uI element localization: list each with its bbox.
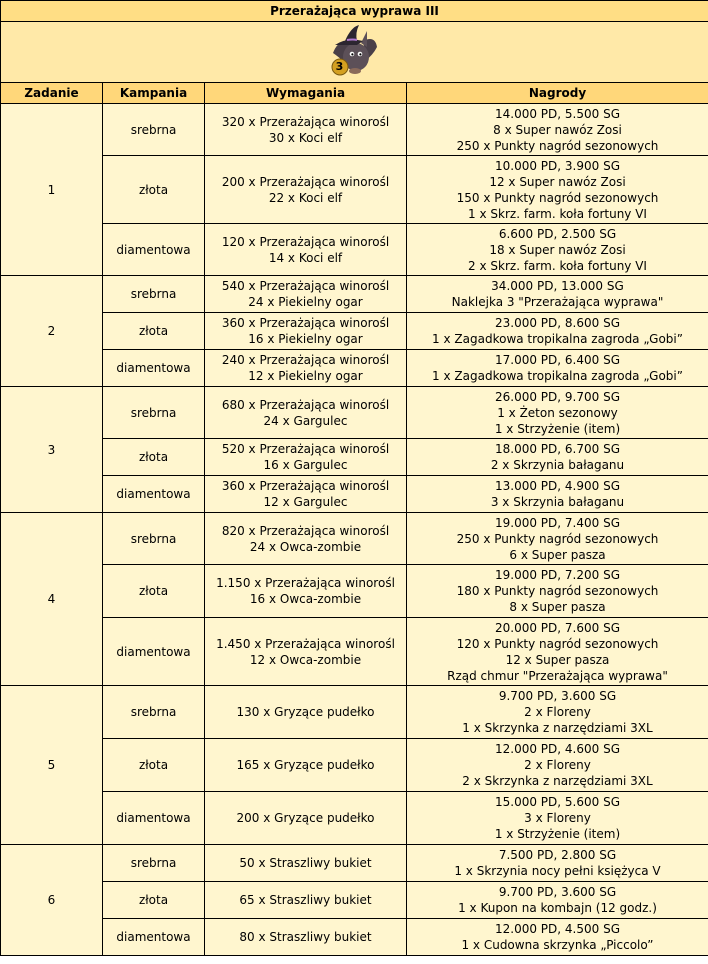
campaign-cell: złota — [103, 313, 205, 350]
reward-line: 12.000 PD, 4.500 SG — [495, 922, 620, 936]
requirement-line: 1.450 x Przerażająca winorośl — [216, 636, 395, 651]
rewards-cell — [407, 104, 708, 156]
requirement-line: 200 x Gryzące pudełko — [236, 811, 375, 825]
requirement-line: 24 x Owca-zombie — [249, 539, 362, 554]
campaign-cell: srebrna — [103, 104, 205, 156]
rewards-cell — [407, 313, 708, 350]
campaign-cell: złota — [103, 439, 205, 476]
rewards-cell — [407, 387, 708, 439]
reward-line: 1 x Zagadkowa tropikalna zagroda „Gobi” — [432, 332, 683, 346]
badge-number: 3 — [335, 60, 344, 73]
requirements-cell — [205, 104, 407, 156]
campaign-cell: diamentowa — [103, 919, 205, 956]
reward-line: 3 x Floreny — [524, 811, 591, 825]
campaign-cell: złota — [103, 882, 205, 919]
reward-line: 19.000 PD, 7.200 SG — [495, 568, 620, 582]
requirement-line: 16 x Gargulec — [263, 458, 348, 472]
reward-line: 2 x Skrzynia bałaganu — [490, 458, 625, 472]
rewards-cell — [407, 156, 708, 224]
requirement-line: 360 x Przerażająca winorośl — [221, 316, 390, 330]
reward-line: 2 x Skrzynka z narzędziami 3XL — [462, 774, 653, 788]
requirements-cell — [205, 350, 407, 387]
requirement-line: 50 x Straszliwy bukiet — [239, 856, 372, 870]
rewards-cell — [407, 686, 708, 739]
requirements-cell — [205, 919, 407, 956]
requirements-cell — [205, 387, 407, 439]
reward-line: 1 x Skrzynia nocy pełni księżyca V — [454, 864, 661, 878]
reward-line: Naklejka 3 "Przerażająca wyprawa" — [451, 295, 664, 309]
table-row — [1, 686, 708, 739]
table-row — [1, 224, 708, 276]
requirement-line: 320 x Przerażająca winorośl — [221, 114, 390, 129]
task-number: 2 — [1, 276, 103, 387]
requirement-line: 24 x Gargulec — [263, 413, 348, 428]
reward-line: 120 x Punkty nagród sezonowych — [456, 636, 659, 651]
campaign-cell: diamentowa — [103, 476, 205, 513]
task-number: 4 — [1, 513, 103, 686]
campaign-cell: złota — [103, 565, 205, 618]
reward-line: 2 x Floreny — [524, 705, 591, 719]
requirement-line: 30 x Koci elf — [268, 130, 343, 145]
col-header-task: Zadanie — [1, 83, 103, 104]
requirements-cell — [205, 513, 407, 565]
requirements-cell — [205, 565, 407, 618]
reward-line: 1 x Cudowna skrzynka „Piccolo” — [461, 938, 654, 952]
rewards-cell — [407, 739, 708, 792]
requirements-cell — [205, 792, 407, 845]
requirement-line: 12 x Owca-zombie — [249, 652, 362, 667]
rewards-cell — [407, 513, 708, 565]
campaign-cell: srebrna — [103, 387, 205, 439]
table-row — [1, 882, 708, 919]
col-header-rewards: Nagrody — [407, 83, 708, 104]
campaign-cell: złota — [103, 156, 205, 224]
table-body — [1, 104, 708, 956]
table-row — [1, 513, 708, 565]
table-row — [1, 565, 708, 618]
campaign-cell: srebrna — [103, 686, 205, 739]
reward-line: 3 x Skrzynia bałaganu — [490, 495, 625, 509]
requirement-line: 200 x Przerażająca winorośl — [221, 174, 390, 189]
requirements-cell — [205, 686, 407, 739]
requirement-line: 16 x Owca-zombie — [249, 592, 362, 606]
table-row — [1, 104, 708, 156]
requirements-cell — [205, 313, 407, 350]
reward-line: 250 x Punkty nagród sezonowych — [456, 138, 659, 153]
reward-line: 20.000 PD, 7.600 SG — [495, 620, 620, 635]
requirements-cell — [205, 224, 407, 276]
requirements-cell — [205, 618, 407, 686]
col-header-requirements: Wymagania — [205, 83, 407, 104]
col-header-campaign: Kampania — [103, 83, 205, 104]
requirement-line: 22 x Koci elf — [268, 190, 343, 205]
reward-line: 26.000 PD, 9.700 SG — [495, 389, 620, 404]
table-row — [1, 156, 708, 224]
requirement-line: 24 x Piekielny ogar — [248, 295, 363, 309]
requirement-line: 680 x Przerażająca winorośl — [221, 397, 390, 412]
requirement-line: 12 x Piekielny ogar — [248, 369, 363, 383]
reward-line: 14.000 PD, 5.500 SG — [495, 106, 620, 121]
campaign-cell: diamentowa — [103, 350, 205, 387]
requirement-line: 520 x Przerażająca winorośl — [221, 442, 390, 456]
reward-line: 6.600 PD, 2.500 SG — [498, 226, 617, 241]
campaign-cell: diamentowa — [103, 224, 205, 276]
rewards-cell — [407, 224, 708, 276]
requirement-line: 1.150 x Przerażająca winorośl — [216, 576, 395, 590]
reward-line: 1 x Kupon na kombajn (12 godz.) — [458, 901, 657, 915]
reward-line: 250 x Punkty nagród sezonowych — [456, 531, 659, 546]
reward-line: 17.000 PD, 6.400 SG — [495, 353, 620, 367]
requirements-cell — [205, 439, 407, 476]
reward-line: 9.700 PD, 3.600 SG — [498, 689, 617, 703]
reward-line: 12.000 PD, 4.600 SG — [495, 742, 620, 756]
campaign-cell: złota — [103, 739, 205, 792]
requirements-cell — [205, 845, 407, 882]
requirement-line: 820 x Przerażająca winorośl — [221, 523, 390, 538]
rewards-cell — [407, 476, 708, 513]
table-row — [1, 618, 708, 686]
table-row — [1, 739, 708, 792]
requirement-line: 14 x Koci elf — [268, 250, 343, 265]
reward-line: 1 x Zagadkowa tropikalna zagroda „Gobi” — [432, 369, 683, 383]
witch-bat-icon — [325, 23, 385, 81]
reward-line: 10.000 PD, 3.900 SG — [495, 158, 620, 173]
task-number: 6 — [1, 845, 103, 956]
requirements-cell — [205, 739, 407, 792]
table-row — [1, 476, 708, 513]
reward-line: 18 x Super nawóz Zosi — [489, 242, 626, 257]
table-title: Przerażająca wyprawa III — [1, 1, 708, 22]
reward-line: 8 x Super pasza — [509, 600, 606, 614]
reward-line: 1 x Żeton sezonowy — [497, 405, 618, 420]
table-row — [1, 387, 708, 439]
reward-line: 2 x Skrz. farm. koła fortuny VI — [468, 258, 647, 273]
reward-line: 6 x Super pasza — [509, 547, 606, 562]
campaign-cell: srebrna — [103, 513, 205, 565]
rewards-cell — [407, 276, 708, 313]
icon-row — [1, 22, 708, 83]
requirement-line: 540 x Przerażająca winorośl — [221, 279, 390, 293]
requirement-line: 12 x Gargulec — [263, 495, 348, 509]
table-row — [1, 792, 708, 845]
campaign-cell: srebrna — [103, 276, 205, 313]
table-row — [1, 845, 708, 882]
table-row — [1, 439, 708, 476]
reward-line: 12 x Super pasza — [505, 652, 610, 667]
requirement-line: 16 x Piekielny ogar — [248, 332, 363, 346]
table-row — [1, 350, 708, 387]
reward-line: 1 x Skrz. farm. koła fortuny VI — [468, 206, 647, 221]
requirements-cell — [205, 476, 407, 513]
table-row — [1, 919, 708, 956]
task-number: 1 — [1, 104, 103, 276]
reward-line: 8 x Super nawóz Zosi — [493, 122, 622, 137]
reward-line: 19.000 PD, 7.400 SG — [495, 515, 620, 530]
rewards-cell — [407, 882, 708, 919]
reward-line: 180 x Punkty nagród sezonowych — [456, 584, 659, 598]
campaign-cell: diamentowa — [103, 792, 205, 845]
requirements-cell — [205, 276, 407, 313]
campaign-cell: srebrna — [103, 845, 205, 882]
rewards-cell — [407, 439, 708, 476]
reward-line: Rząd chmur "Przerażająca wyprawa" — [447, 668, 668, 683]
task-number: 3 — [1, 387, 103, 513]
requirements-cell — [205, 156, 407, 224]
rewards-cell — [407, 565, 708, 618]
rewards-cell — [407, 618, 708, 686]
reward-line: 1 x Skrzynka z narzędziami 3XL — [462, 721, 653, 735]
reward-line: 23.000 PD, 8.600 SG — [495, 316, 620, 330]
rewards-cell — [407, 919, 708, 956]
requirement-line: 165 x Gryzące pudełko — [236, 758, 375, 772]
requirement-line: 360 x Przerażająca winorośl — [221, 479, 390, 493]
requirement-line: 65 x Straszliwy bukiet — [239, 893, 372, 907]
table-row — [1, 313, 708, 350]
reward-line: 2 x Floreny — [524, 758, 591, 772]
reward-line: 150 x Punkty nagród sezonowych — [456, 190, 659, 205]
requirement-line: 120 x Przerażająca winorośl — [221, 234, 390, 249]
reward-line: 13.000 PD, 4.900 SG — [495, 479, 620, 493]
task-number: 5 — [1, 686, 103, 845]
requirements-cell — [205, 882, 407, 919]
reward-line: 9.700 PD, 3.600 SG — [498, 885, 617, 899]
requirement-line: 240 x Przerażająca winorośl — [221, 353, 390, 367]
reward-line: 1 x Strzyżenie (item) — [494, 421, 621, 436]
campaign-cell: diamentowa — [103, 618, 205, 686]
rewards-cell — [407, 350, 708, 387]
table-row — [1, 276, 708, 313]
reward-line: 12 x Super nawóz Zosi — [489, 174, 626, 189]
rewards-cell — [407, 845, 708, 882]
reward-line: 15.000 PD, 5.600 SG — [495, 795, 620, 809]
requirement-line: 130 x Gryzące pudełko — [236, 705, 375, 719]
rewards-cell — [407, 792, 708, 845]
reward-line: 34.000 PD, 13.000 SG — [491, 279, 624, 293]
reward-line: 18.000 PD, 6.700 SG — [495, 442, 620, 456]
reward-line: 7.500 PD, 2.800 SG — [498, 848, 617, 862]
reward-line: 1 x Strzyżenie (item) — [494, 827, 621, 841]
requirement-line: 80 x Straszliwy bukiet — [239, 930, 372, 944]
